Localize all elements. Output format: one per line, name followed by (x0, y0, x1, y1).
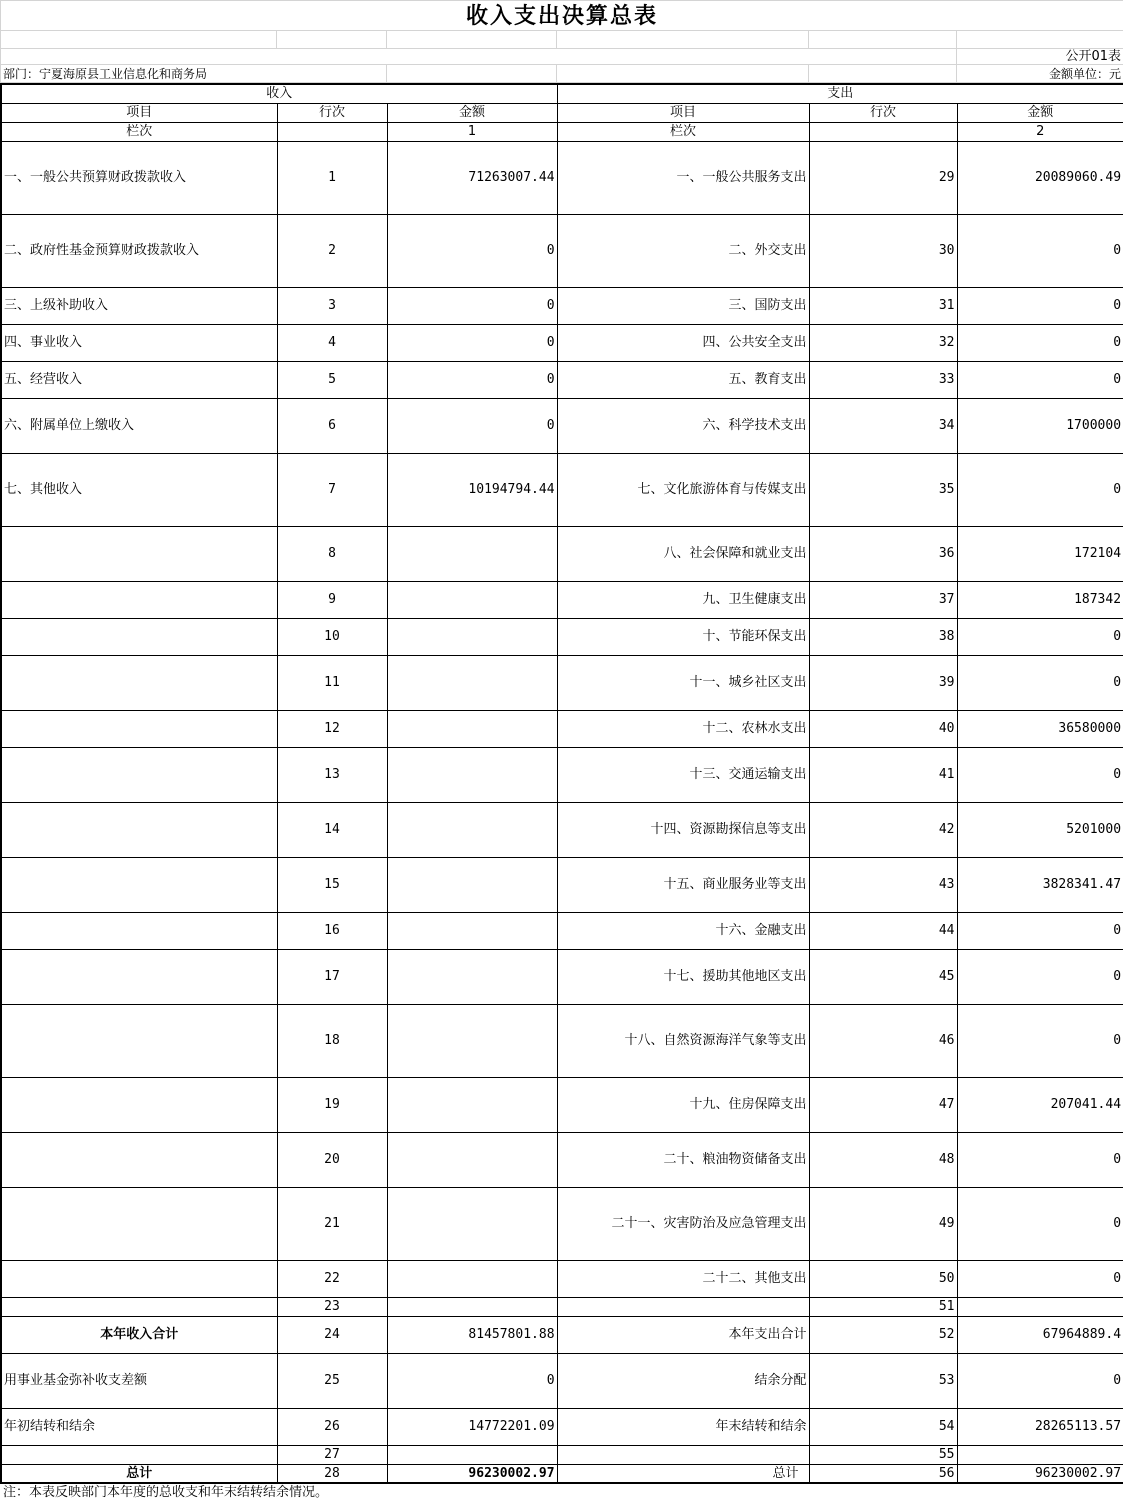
income-amount-cell[interactable] (387, 1004, 557, 1077)
table-row (1, 1187, 1123, 1260)
expense-rowno-cell[interactable]: 49 (809, 1187, 957, 1260)
income-rowno-cell[interactable]: 6 (277, 398, 387, 453)
expense-rowno-cell[interactable]: 51 (809, 1297, 957, 1316)
income-item-cell[interactable] (1, 1077, 277, 1132)
income-rowno-cell[interactable]: 21 (277, 1187, 387, 1260)
table-row (1, 1464, 1123, 1483)
table-row (1, 287, 1123, 324)
income-item-cell[interactable]: 二、政府性基金预算财政拨款收入 (1, 214, 277, 287)
expense-rowno-cell[interactable]: 48 (809, 1132, 957, 1187)
income-rowno-cell[interactable]: 22 (277, 1260, 387, 1297)
expense-item-cell[interactable] (557, 1445, 809, 1464)
table-row (1, 618, 1123, 655)
expense-amount-cell[interactable]: 0 (957, 655, 1123, 710)
income-rowno-cell[interactable]: 14 (277, 802, 387, 857)
expense-amount-cell[interactable]: 0 (957, 949, 1123, 1004)
expense-rowno-cell[interactable]: 55 (809, 1445, 957, 1464)
income-item-cell[interactable] (1, 802, 277, 857)
income-item-cell[interactable]: 三、上级补助收入 (1, 287, 277, 324)
expense-item-cell[interactable]: 十四、资源勘探信息等支出 (557, 802, 809, 857)
expense-amount-cell[interactable]: 1700000 (957, 398, 1123, 453)
income-item-header[interactable]: 项目 (1, 103, 277, 122)
income-amount-cell[interactable] (387, 802, 557, 857)
table-row (1, 747, 1123, 802)
income-amount-cell[interactable] (387, 710, 557, 747)
income-amount-cell[interactable]: 10194794.44 (387, 453, 557, 526)
blank-cell[interactable] (557, 31, 809, 49)
expense-rowno-cell[interactable]: 41 (809, 747, 957, 802)
income-item-cell[interactable]: 四、事业收入 (1, 324, 277, 361)
expense-item-cell[interactable]: 二十、粮油物资储备支出 (557, 1132, 809, 1187)
income-amount-cell[interactable]: 0 (387, 398, 557, 453)
expense-amount-cell[interactable]: 0 (957, 1353, 1123, 1408)
table-row (1, 949, 1123, 1004)
expense-amount-cell[interactable]: 0 (957, 214, 1123, 287)
expense-item-cell[interactable]: 十七、援助其他地区支出 (557, 949, 809, 1004)
income-rowno-cell[interactable]: 7 (277, 453, 387, 526)
expense-item-cell[interactable]: 十、节能环保支出 (557, 618, 809, 655)
expense-rowno-cell[interactable]: 31 (809, 287, 957, 324)
expense-rowno-cell[interactable]: 37 (809, 581, 957, 618)
income-amount-cell[interactable]: 14772201.09 (387, 1408, 557, 1445)
expense-rowno-cell[interactable]: 38 (809, 618, 957, 655)
income-item-cell[interactable] (1, 581, 277, 618)
expense-item-cell[interactable]: 十三、交通运输支出 (557, 747, 809, 802)
income-item-cell[interactable] (1, 1260, 277, 1297)
income-amount-cell[interactable] (387, 857, 557, 912)
expense-amount-cell[interactable]: 0 (957, 912, 1123, 949)
table-row (1, 1445, 1123, 1464)
expense-amount-cell[interactable]: 0 (957, 1260, 1123, 1297)
table-row (1, 581, 1123, 618)
expense-rowno-cell[interactable]: 35 (809, 453, 957, 526)
expense-item-cell[interactable]: 年末结转和结余 (557, 1408, 809, 1445)
income-item-cell[interactable] (1, 949, 277, 1004)
table-row (1, 1408, 1123, 1445)
blank-cell[interactable] (1, 31, 277, 49)
income-rowno-cell[interactable]: 9 (277, 581, 387, 618)
income-amount-cell[interactable] (387, 655, 557, 710)
expense-item-cell[interactable]: 总计 (557, 1464, 809, 1483)
expense-amount-cell[interactable]: 20089060.49 (957, 141, 1123, 214)
income-item-cell[interactable] (1, 710, 277, 747)
income-column-no[interactable]: 1 (387, 122, 557, 141)
income-rowno-cell[interactable]: 15 (277, 857, 387, 912)
expense-rowno-cell[interactable]: 53 (809, 1353, 957, 1408)
expense-rowno-cell[interactable]: 42 (809, 802, 957, 857)
expense-item-cell[interactable]: 八、社会保障和就业支出 (557, 526, 809, 581)
income-item-cell[interactable]: 一、一般公共预算财政拨款收入 (1, 141, 277, 214)
expense-amount-cell[interactable]: 28265113.57 (957, 1408, 1123, 1445)
expense-amount-cell[interactable]: 0 (957, 1132, 1123, 1187)
income-section-header[interactable]: 收入 (1, 84, 557, 103)
expense-rowno-cell[interactable]: 45 (809, 949, 957, 1004)
header-area (0, 0, 1123, 83)
income-rowno-cell[interactable]: 26 (277, 1408, 387, 1445)
income-column-no-label[interactable]: 栏次 (1, 122, 277, 141)
table-row (1, 141, 1123, 214)
income-amount-cell[interactable]: 96230002.97 (387, 1464, 557, 1483)
expense-rowno-cell[interactable]: 54 (809, 1408, 957, 1445)
expense-item-cell[interactable]: 五、教育支出 (557, 361, 809, 398)
income-rowno-cell[interactable]: 12 (277, 710, 387, 747)
blank-cell[interactable] (957, 31, 1123, 49)
expense-item-cell[interactable]: 十八、自然资源海洋气象等支出 (557, 1004, 809, 1077)
income-rowno-cell[interactable]: 27 (277, 1445, 387, 1464)
table-row (1, 361, 1123, 398)
income-rowno-cell[interactable]: 5 (277, 361, 387, 398)
expense-amount-cell[interactable]: 3828341.47 (957, 857, 1123, 912)
expense-amount-cell[interactable]: 0 (957, 618, 1123, 655)
income-amount-cell[interactable] (387, 1260, 557, 1297)
income-rowno-cell[interactable]: 28 (277, 1464, 387, 1483)
table-row (1, 857, 1123, 912)
expense-amount-cell[interactable]: 0 (957, 1187, 1123, 1260)
expense-rowno-cell[interactable]: 43 (809, 857, 957, 912)
expense-item-cell[interactable]: 结余分配 (557, 1353, 809, 1408)
income-amount-cell[interactable] (387, 1132, 557, 1187)
blank-cell[interactable] (557, 65, 809, 83)
expense-item-cell[interactable]: 二、外交支出 (557, 214, 809, 287)
income-rowno-cell[interactable]: 13 (277, 747, 387, 802)
income-amount-cell[interactable] (387, 1077, 557, 1132)
income-rowno-cell[interactable]: 3 (277, 287, 387, 324)
blank-cell[interactable] (277, 122, 387, 141)
expense-amount-cell[interactable]: 172104 (957, 526, 1123, 581)
expense-amount-cell[interactable] (957, 1445, 1123, 1464)
expense-rowno-cell[interactable]: 50 (809, 1260, 957, 1297)
income-expense-table (0, 83, 1123, 1484)
expense-item-cell[interactable]: 十二、农林水支出 (557, 710, 809, 747)
income-rowno-cell[interactable]: 17 (277, 949, 387, 1004)
expense-item-cell[interactable]: 本年支出合计 (557, 1316, 809, 1353)
expense-rowno-cell[interactable]: 39 (809, 655, 957, 710)
expense-item-cell[interactable]: 十九、住房保障支出 (557, 1077, 809, 1132)
blank-cell[interactable] (387, 31, 557, 49)
income-rowno-cell[interactable]: 11 (277, 655, 387, 710)
income-item-cell[interactable] (1, 655, 277, 710)
expense-amount-cell[interactable]: 0 (957, 361, 1123, 398)
table-row (1, 526, 1123, 581)
income-item-cell[interactable] (1, 526, 277, 581)
income-amount-cell[interactable] (387, 1445, 557, 1464)
blank-cell[interactable] (809, 31, 957, 49)
table-row (1, 655, 1123, 710)
income-item-cell[interactable]: 六、附属单位上缴收入 (1, 398, 277, 453)
expense-rowno-cell[interactable]: 36 (809, 526, 957, 581)
expense-item-cell[interactable]: 九、卫生健康支出 (557, 581, 809, 618)
expense-rowno-cell[interactable]: 32 (809, 324, 957, 361)
income-rowno-cell[interactable]: 18 (277, 1004, 387, 1077)
blank-cell[interactable] (277, 31, 387, 49)
income-amount-cell[interactable]: 81457801.88 (387, 1316, 557, 1353)
income-amount-cell[interactable]: 0 (387, 324, 557, 361)
income-amount-cell[interactable] (387, 526, 557, 581)
income-rowno-cell[interactable]: 16 (277, 912, 387, 949)
income-amount-cell[interactable] (387, 1187, 557, 1260)
income-amount-cell[interactable] (387, 949, 557, 1004)
expense-amount-cell[interactable]: 0 (957, 287, 1123, 324)
income-amount-cell[interactable]: 71263007.44 (387, 141, 557, 214)
expense-amount-header[interactable]: 金额 (957, 103, 1123, 122)
income-rowno-cell[interactable]: 24 (277, 1316, 387, 1353)
table-row (1, 1077, 1123, 1132)
income-item-cell[interactable]: 用事业基金弥补收支差额 (1, 1353, 277, 1408)
expense-amount-cell[interactable]: 0 (957, 453, 1123, 526)
income-amount-cell[interactable]: 0 (387, 1353, 557, 1408)
income-item-cell[interactable]: 七、其他收入 (1, 453, 277, 526)
income-item-cell[interactable] (1, 1132, 277, 1187)
expense-item-cell[interactable]: 七、文化旅游体育与传媒支出 (557, 453, 809, 526)
income-amount-cell[interactable] (387, 747, 557, 802)
income-amount-cell[interactable] (387, 581, 557, 618)
table-note: 注：本表反映部门本年度的总收支和年末结转结余情况。 (3, 1485, 329, 1500)
table-row (1, 214, 1123, 287)
income-item-cell[interactable] (1, 857, 277, 912)
income-item-cell[interactable] (1, 912, 277, 949)
expense-amount-cell[interactable]: 67964889.4 (957, 1316, 1123, 1353)
expense-rowno-cell[interactable]: 33 (809, 361, 957, 398)
table-row (1, 398, 1123, 453)
table-row (1, 1353, 1123, 1408)
expense-item-cell[interactable]: 十六、金融支出 (557, 912, 809, 949)
expense-amount-cell[interactable]: 36580000 (957, 710, 1123, 747)
table-row (1, 1297, 1123, 1316)
table-row (1, 1260, 1123, 1297)
blank-cell[interactable] (1, 49, 957, 65)
expense-rowno-cell[interactable]: 30 (809, 214, 957, 287)
expense-item-cell[interactable]: 十五、商业服务业等支出 (557, 857, 809, 912)
income-item-cell[interactable] (1, 1445, 277, 1464)
expense-item-cell[interactable]: 十一、城乡社区支出 (557, 655, 809, 710)
expense-amount-cell[interactable]: 5201000 (957, 802, 1123, 857)
income-item-cell[interactable] (1, 1004, 277, 1077)
expense-item-cell[interactable]: 四、公共安全支出 (557, 324, 809, 361)
expense-column-no-label[interactable]: 栏次 (557, 122, 809, 141)
expense-item-cell[interactable]: 二十一、灾害防治及应急管理支出 (557, 1187, 809, 1260)
income-amount-cell[interactable] (387, 1297, 557, 1316)
income-item-cell[interactable]: 总计 (1, 1464, 277, 1483)
income-item-cell[interactable] (1, 1297, 277, 1316)
table-row (1, 453, 1123, 526)
income-amount-cell[interactable]: 0 (387, 361, 557, 398)
blank-cell[interactable] (387, 65, 557, 83)
income-item-cell[interactable]: 五、经营收入 (1, 361, 277, 398)
expense-amount-cell[interactable]: 207041.44 (957, 1077, 1123, 1132)
income-amount-cell[interactable] (387, 912, 557, 949)
expense-rowno-cell[interactable]: 40 (809, 710, 957, 747)
income-amount-header[interactable]: 金额 (387, 103, 557, 122)
income-item-cell[interactable] (1, 618, 277, 655)
income-amount-cell[interactable]: 0 (387, 287, 557, 324)
table-row (1, 802, 1123, 857)
table-row (1, 1316, 1123, 1353)
form-code[interactable]: 公开01表 (957, 49, 1123, 65)
income-item-cell[interactable] (1, 1187, 277, 1260)
expense-rowno-cell[interactable]: 46 (809, 1004, 957, 1077)
expense-amount-cell[interactable]: 96230002.97 (957, 1464, 1123, 1483)
income-item-cell[interactable]: 本年收入合计 (1, 1316, 277, 1353)
income-rowno-cell[interactable]: 2 (277, 214, 387, 287)
income-rowno-cell[interactable]: 1 (277, 141, 387, 214)
table-row (1, 710, 1123, 747)
expense-item-header[interactable]: 项目 (557, 103, 809, 122)
expense-rowno-cell[interactable]: 29 (809, 141, 957, 214)
income-rowno-cell[interactable]: 25 (277, 1353, 387, 1408)
income-rowno-cell[interactable]: 10 (277, 618, 387, 655)
expense-rowno-cell[interactable]: 56 (809, 1464, 957, 1483)
expense-rowno-cell[interactable]: 44 (809, 912, 957, 949)
income-rowno-cell[interactable]: 4 (277, 324, 387, 361)
expense-rowno-cell[interactable]: 34 (809, 398, 957, 453)
expense-rowno-header[interactable]: 行次 (809, 103, 957, 122)
expense-item-cell[interactable] (557, 1297, 809, 1316)
expense-item-cell[interactable]: 一、一般公共服务支出 (557, 141, 809, 214)
income-rowno-cell[interactable]: 8 (277, 526, 387, 581)
income-amount-cell[interactable]: 0 (387, 214, 557, 287)
income-rowno-header[interactable]: 行次 (277, 103, 387, 122)
expense-item-cell[interactable]: 六、科学技术支出 (557, 398, 809, 453)
expense-item-cell[interactable]: 三、国防支出 (557, 287, 809, 324)
expense-amount-cell[interactable]: 0 (957, 1004, 1123, 1077)
expense-amount-cell[interactable]: 187342 (957, 581, 1123, 618)
expense-amount-cell[interactable] (957, 1297, 1123, 1316)
income-rowno-cell[interactable]: 19 (277, 1077, 387, 1132)
income-rowno-cell[interactable]: 20 (277, 1132, 387, 1187)
blank-cell[interactable] (809, 65, 957, 83)
income-item-cell[interactable]: 年初结转和结余 (1, 1408, 277, 1445)
table-row (1, 912, 1123, 949)
expense-amount-cell[interactable]: 0 (957, 747, 1123, 802)
table-row (1, 324, 1123, 361)
table-row (1, 1132, 1123, 1187)
expense-rowno-cell[interactable]: 47 (809, 1077, 957, 1132)
income-amount-cell[interactable] (387, 618, 557, 655)
blank-cell[interactable] (809, 122, 957, 141)
page-title: 收入支出决算总表 (1, 1, 1123, 31)
expense-column-no[interactable]: 2 (957, 122, 1123, 141)
expense-amount-cell[interactable]: 0 (957, 324, 1123, 361)
expense-section-header[interactable]: 支出 (557, 84, 1123, 103)
expense-item-cell[interactable]: 二十二、其他支出 (557, 1260, 809, 1297)
expense-rowno-cell[interactable]: 52 (809, 1316, 957, 1353)
income-item-cell[interactable] (1, 747, 277, 802)
department-label[interactable]: 部门：宁夏海原县工业信息化和商务局 (1, 65, 387, 83)
unit-label[interactable]: 金额单位：元 (957, 65, 1123, 83)
table-row (1, 1004, 1123, 1077)
income-rowno-cell[interactable]: 23 (277, 1297, 387, 1316)
